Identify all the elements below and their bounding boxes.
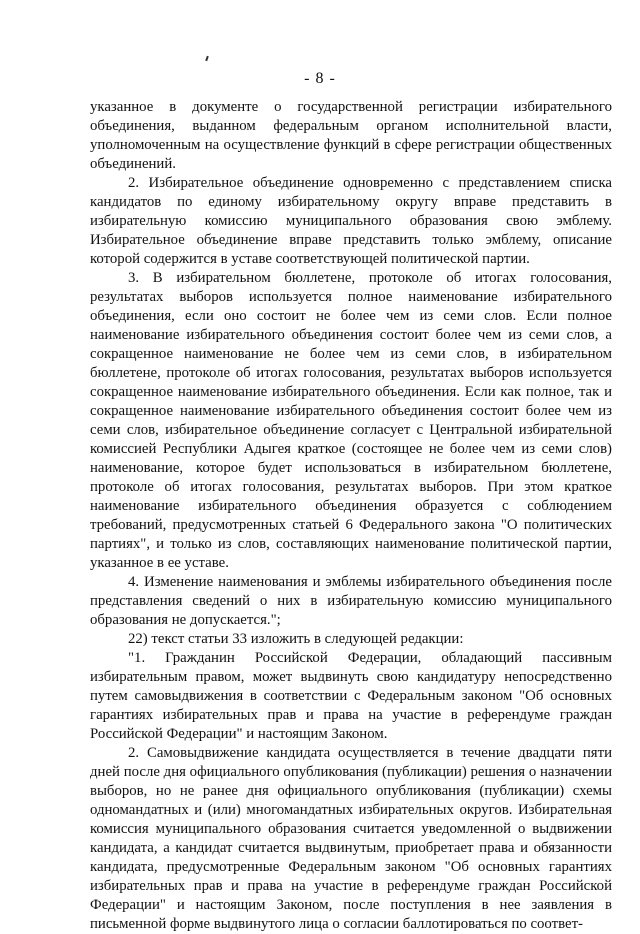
paragraph-article-33-item-1: "1. Гражданин Российской Федерации, обладающий пассивным избирательным правом, может выдвинуть свою кандидатуру непосредственно путем самовыдвижения в соответствии с Федеральным законом "Об основных гарантиях избирательных прав и права на участие в референдуме граждан Российской Федерации" и настоящим Законом. [90, 650, 612, 742]
paragraph-amendment-22: 22) текст статьи 33 изложить в следующей редакции: [128, 631, 464, 647]
paragraph-item-4: 4. Изменение наименования и эмблемы избирательного объединения после представления сведений о них в избирательную комиссию муниципального образования не допускается."; [90, 574, 612, 628]
paragraph-continuation: указанное в документе о государственной регистрации избирательного объединения, выданном федеральным органом исполнительной власти, уполномоченным на осуществление функций в сфере регистрации общественных объединений. [90, 99, 612, 172]
paragraph-item-3: 3. В избирательном бюллетене, протоколе об итогах голосования, результатах выборов используется полное наименование избирательного объединения, если оно состоит не более чем из семи слов. Если полное наименование избирательного объединения состоит более чем из семи слов, а сокращенное наименование не более чем из семи слов, в избирательном бюллетене, протоколе об итогах голосования, результатах выборов используется сокращенное наименование избирательного объединения. Если как полное, так и сокращенное наименование избирательного объединения состоит более чем из семи слов, избирательное объединение согласует с Центральной избирательной комиссией Республики Адыгея краткое (состоящее не более чем из семи слов) наименование, которое будет использоваться в избирательном бюллетене, протоколе об итогах голосования, результатах выборов. При этом краткое наименование избирательного объединения образуется с соблюдением требований, предусмотренных статьей 6 Федерального закона "О политических партиях", и только из слов, составляющих наименование политической партии, указанное в ее уставе. [90, 270, 612, 571]
page-number: - 8 - [304, 70, 336, 87]
paragraph-article-33-item-2: 2. Самовыдвижение кандидата осуществляется в течение двадцати пяти дней после дня официального опубликования (публикации) решения о назначении выборов, но не ранее дня официального опубликования (публикации) схемы одномандатных и (или) многомандатных избирательных округов. Избирательная комиссия муниципального образования считается уведомленной о выдвижении кандидата, а кандидат считается выдвинутым, приобретает права и обязанности кандидата, предусмотренные Федеральным законом "Об основных гарантиях избирательных прав и права на участие в референдуме граждан Российской Федерации" и настоящим Законом, после поступления в нее заявления в письменной форме выдвинутого лица о согласии баллотироваться по соответ- [90, 745, 612, 932]
scan-speck [205, 56, 209, 61]
document-body [90, 98, 612, 934]
paragraph-item-2: 2. Избирательное объединение одновременно с представлением списка кандидатов по единому избирательному округу вправе представить в избирательную комиссию муниципального образования свою эмблему. Избирательное объединение вправе представить только эмблему, описание которой содержится в уставе соответствующей политической партии. [90, 175, 612, 267]
